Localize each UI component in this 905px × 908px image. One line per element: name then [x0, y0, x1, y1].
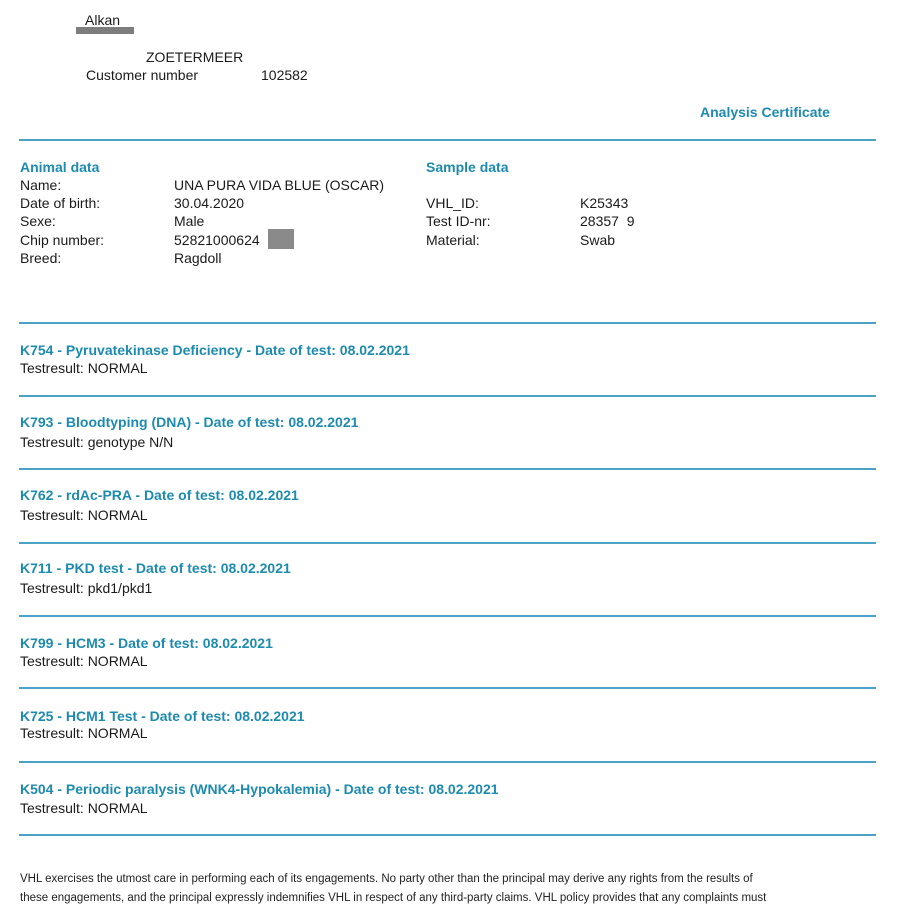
test-divider: [19, 615, 876, 617]
test-title: K504 - Periodic paralysis (WNK4-Hypokalemia) - Date of test: 08.02.2021: [20, 781, 499, 797]
animal-dob-label: Date of birth:: [20, 195, 101, 211]
customer-name: Alkan: [85, 12, 121, 28]
sample-material-label: Material:: [426, 232, 480, 248]
test-title: K754 - Pyruvatekinase Deficiency - Date of test: 08.02.2021: [20, 342, 410, 358]
sample-vhl-label: VHL_ID:: [426, 195, 479, 211]
animal-dob-value: 30.04.2020: [174, 195, 245, 211]
sample-vhl-value: K25343: [580, 195, 629, 211]
header-divider: [19, 139, 876, 141]
certificate-title: Analysis Certificate: [700, 104, 830, 120]
test-result: Testresult: NORMAL: [20, 360, 148, 376]
animal-name-value: UNA PURA VIDA BLUE (OSCAR): [174, 177, 385, 193]
sample-testid-value: 28357 9: [580, 213, 635, 229]
test-divider: [19, 542, 876, 544]
test-result: Testresult: genotype N/N: [20, 434, 174, 450]
chip-redaction: [268, 229, 294, 249]
test-title: K762 - rdAc-PRA - Date of test: 08.02.2021: [20, 487, 299, 503]
sample-material-value: Swab: [580, 232, 616, 248]
disclaimer-line-1: VHL exercises the utmost care in performing each of its engagements. No party other than the principal may derive any rights from the results of: [20, 873, 753, 885]
customer-city: ZOETERMEER: [146, 49, 244, 65]
test-divider: [19, 687, 876, 689]
animal-sex-value: Male: [174, 213, 205, 229]
animal-data-title: Animal data: [20, 159, 100, 175]
animal-breed-label: Breed:: [20, 250, 62, 266]
test-result: Testresult: pkd1/pkd1: [20, 580, 153, 596]
animal-chip-label: Chip number:: [20, 232, 105, 248]
disclaimer-line-2: these engagements, and the principal expressly indemnifies VHL in respect of any third-party claims. VHL policy provides that any complaints must: [20, 892, 767, 904]
test-result: Testresult: NORMAL: [20, 507, 148, 523]
animal-breed-value: Ragdoll: [174, 250, 222, 266]
test-divider: [19, 395, 876, 397]
test-result: Testresult: NORMAL: [20, 653, 148, 669]
sample-data-title: Sample data: [426, 159, 509, 175]
animal-sex-label: Sexe:: [20, 213, 56, 229]
animal-name-label: Name:: [20, 177, 62, 193]
test-divider: [19, 468, 876, 470]
test-result: Testresult: NORMAL: [20, 800, 148, 816]
test-title: K799 - HCM3 - Date of test: 08.02.2021: [20, 635, 273, 651]
test-result: Testresult: NORMAL: [20, 725, 148, 741]
section-divider: [19, 322, 876, 324]
test-title: K793 - Bloodtyping (DNA) - Date of test: 08.02.2021: [20, 414, 359, 430]
customer-number-label: Customer number: [86, 67, 199, 83]
test-title: K711 - PKD test - Date of test: 08.02.2021: [20, 560, 291, 576]
customer-number: 102582: [261, 67, 308, 83]
sample-testid-label: Test ID-nr:: [426, 213, 491, 229]
animal-chip-value: 52821000624: [174, 232, 260, 248]
test-divider: [19, 761, 876, 763]
test-divider: [19, 834, 876, 836]
test-title: K725 - HCM1 Test - Date of test: 08.02.2021: [20, 708, 305, 724]
